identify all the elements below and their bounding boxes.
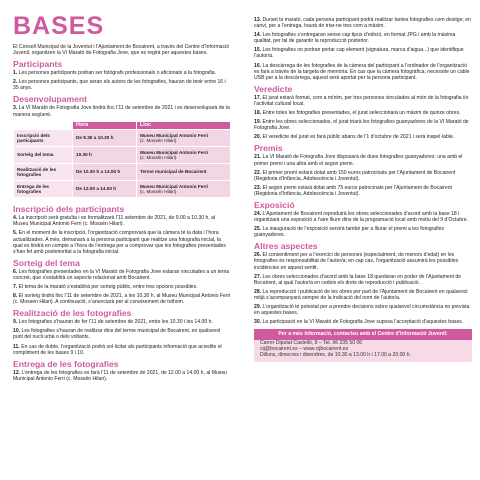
base-text: La VI Marató de Fotografia Jove tindrà lloc l’11 de setembre de 2021 i es desenvoluparà de la manera següent.	[13, 105, 230, 118]
base-text: Durant la marató, cada persona participant podrà realitzar tantes fotografies com desitge; en canvi, per a l’entrega, haurà de triar-ne tres com a màxim.	[254, 17, 471, 30]
base-item	[13, 370, 231, 382]
info-address: Carrer Diputat Castelló, 9 – Tel. 96 235 50 06	[260, 339, 363, 346]
base-number: 23.	[254, 184, 262, 191]
heading-inscripcio: Inscripció dels participants	[13, 204, 125, 215]
base-text: Les persones participants, que seran els autors de les fotografies, hauran de tenir entre 16 i 35 anys.	[13, 79, 226, 92]
base-text: L’entrega de les fotografies es farà l’11 de setembre de 2021, de 12.00 a 14.00 h, al Museu Municipal Antonio Ferri (c. Mossén Hilari).	[13, 369, 228, 382]
base-text: El segon premi estarà dotat amb 75 euros patrocinats per l’Ajuntament de Bocairent (Regidoria d’Infància, Adolescència i Joventut).	[254, 184, 452, 197]
base-number: 28.	[254, 288, 262, 295]
base-number: 20.	[254, 134, 262, 141]
schedule-hora: 10.30 h	[73, 147, 136, 163]
schedule-lloc: Museu Municipal Antonio Ferri (c. Mossén Hilari)	[137, 181, 230, 197]
base-number: 16.	[254, 62, 262, 69]
base-text: Entre les obres seleccionades, el jurat triarà les fotografies guanyadores de la VI Marató de Fotografia Jove.	[254, 119, 469, 132]
heading-entrega: Entrega de les fotografies	[13, 358, 119, 369]
base-text: Les fotografies s’hauran de fer l’11 de setembre de 2021, entre les 10.30 i les 14.00 h.	[18, 319, 213, 326]
table-row	[14, 147, 230, 163]
base-number: 1.	[13, 70, 18, 77]
base-item	[13, 319, 231, 325]
base-number: 22.	[254, 169, 262, 176]
info-box-heading: Per a més informació, contacteu amb el Centre d’Informació Juvenil:	[254, 329, 472, 340]
base-item	[254, 211, 472, 223]
schedule-hora: De 9.30 a 10.30 h	[73, 130, 136, 146]
base-number: 8.	[13, 293, 18, 300]
schedule-lloc: Museu Municipal Antonio Ferri (c. Mossén Hilari)	[137, 147, 230, 163]
intro-paragraph: El Consell Municipal de la Joventut i l’Ajuntament de Bocairent, a través del Centre d’Informació Juvenil, organitzen la VI Marató de Fotografia Jove, que es regirà per aquestes bases.	[13, 44, 230, 57]
base-text: El veredicte del jurat es farà públic abans de l’1 d’octubre de 2021 i serà inapel·lable.	[262, 134, 455, 141]
base-number: 27.	[254, 273, 262, 280]
base-number: 18.	[254, 110, 262, 117]
base-number: 13.	[254, 17, 262, 23]
info-box	[254, 329, 472, 362]
base-text: Les fotografies s’hauran de realitzar dins del terme municipal de Bocairent, en qualsevol punt del nucli urbà o dels voltants.	[13, 328, 221, 341]
base-number: 10.	[13, 328, 21, 335]
base-text: El consentiment per a l’exercici de persones (especialment, de menors d’edat) en les fotografies és responsabilitat de l’autor/a; en cap cas, l’organització assumirà les possibles incidències en aquest sentit.	[254, 252, 459, 271]
base-item	[13, 230, 231, 254]
base-number: 24.	[254, 210, 262, 217]
base-number: 17.	[254, 94, 262, 101]
base-text: El tema de la marató s’establirà per sorteig públic, entre tres opcions possibles.	[18, 284, 198, 290]
base-item	[13, 269, 231, 281]
base-number: 30.	[254, 319, 262, 326]
heading-realitzacio: Realització de les fotografies	[13, 308, 132, 319]
schedule-row-label: Sorteig del tema	[14, 147, 72, 163]
base-text: El jurat estarà format, com a mínim, per tres persones vinculades al món de la fotografia i/o l’activitat cultural local.	[254, 94, 469, 107]
left-column	[13, 0, 231, 385]
base-text: Les persones participants podran ser fotògrafs professionals o aficionats a la fotografia.	[18, 70, 217, 77]
schedule-col-hora: Hora	[73, 122, 136, 130]
base-item	[254, 32, 472, 44]
base-number: 14.	[254, 32, 262, 39]
table-row	[14, 164, 230, 180]
base-number: 19.	[254, 119, 262, 126]
base-number: 15.	[254, 47, 262, 54]
base-text: Les fotografies presentades en la VI Marató de Fotografia Jove estaran vinculades a un tema concret, que s’establirà un aspecte relacionat amb Bocairent.	[13, 268, 230, 281]
schedule-lloc: Terme municipal de Bocairent	[137, 164, 230, 180]
heading-participants: Participants	[13, 59, 63, 70]
base-item	[254, 17, 472, 29]
base-item	[13, 215, 231, 227]
base-item	[13, 105, 231, 117]
base-item	[13, 328, 231, 340]
base-number: 12.	[13, 369, 21, 376]
base-text: En el moment de la inscripció, l’organització comprovarà que la càmera té la data i l’hora actualitzades. A més, demanarà a la persona participant que realitze una fotografia inicial, la qual es tindrà en compte a l’hora de l’entrega per a comprovar que les fotografies presentades s’han fet amb posterioritat a la fotografia inicial.	[13, 230, 226, 255]
base-number: 7.	[13, 284, 18, 290]
base-item	[13, 293, 231, 305]
right-column	[254, 17, 472, 362]
heading-exposicio: Exposició	[254, 199, 295, 210]
heading-altres: Altres aspectes	[254, 241, 318, 252]
base-number: 9.	[13, 319, 18, 326]
table-row	[14, 181, 230, 197]
base-number: 5.	[13, 230, 18, 237]
base-text: Les fotografies s’entregaran sense cap tipus d’edició, en format JPG i amb la màxima qualitat, per tal de garantir la reproducció posterior.	[254, 32, 456, 45]
base-item	[254, 154, 472, 166]
base-item	[254, 110, 472, 116]
schedule-header-row	[14, 122, 230, 130]
base-text: La inscripció serà gratuïta i es formalitzarà l’11 setembre de 2021, de 9.00 a 10.30 h, al Museu Municipal Antonio Ferri (c. Mossén Hilari).	[13, 215, 216, 228]
base-item	[254, 185, 472, 197]
base-text: La VI Marató de Fotografia Jove disposarà de dues fotografies guanyadores: una amb el primer premi i una altra amb el segon premi.	[254, 154, 463, 167]
base-number: 25.	[254, 226, 262, 233]
schedule-row-label: Inscripció dels participants	[14, 130, 72, 146]
base-text: Entre totes les fotografies presentades, el jurat seleccionarà un màxim de quinze obres.	[262, 110, 461, 117]
base-item	[13, 70, 231, 76]
base-item	[13, 284, 231, 290]
base-text: Les obres seleccionades d’acord amb la base 18 quedaran en poder de l’Ajuntament de Bocairent, al qual l’autor/a en cedeix els drets de reproducció i publicació.	[254, 273, 462, 286]
base-text: La reproducció i publicació de les obres per part de l’Ajuntament de Bocairent en qualsevol mitjà s’acompanyarà sempre de la indicació del nom de l’autor/a.	[254, 288, 468, 301]
schedule-row-label: Entrega de les fotografies	[14, 181, 72, 197]
schedule-row-label: Realització de les fotografies	[14, 164, 72, 180]
base-text: En cas de dubte, l’organització podrà sol·licitar als participants informació que acredite el compliment de les bases 9 i 10.	[13, 343, 222, 356]
base-text: L’Ajuntament de Bocairent reproduirà les obres seleccionades d’acord amb la base 18 i organitzarà una exposició a l’aire lliure dins de la programació local amb motiu del 9 d’Octubre.	[254, 210, 469, 224]
base-number: 6.	[13, 268, 18, 275]
base-item	[254, 226, 472, 238]
base-item	[254, 63, 472, 81]
schedule-table	[13, 121, 231, 199]
info-opening-hours: Dilluns, dimecres i divendres, de 10.30 a 13.00 h i 17.00 a 20.00 h.	[260, 351, 411, 358]
schedule-hora: De 12.00 a 14.00 h	[73, 181, 136, 197]
base-number: 4.	[13, 215, 18, 222]
base-number: 26.	[254, 252, 262, 259]
base-number: 2.	[13, 79, 18, 86]
base-item	[254, 47, 472, 59]
base-text: La descàrrega de les fotografies de la càmera del participant a l’ordinador de l’organització es farà a través de la targeta de memòria. En cas que la càmera fotogràfica, necessite un cable USB per a la descàrrega, aquest serà aportat per la persona participant.	[254, 62, 470, 81]
base-number: 3.	[13, 105, 18, 112]
info-contact-links[interactable]: cij@bocairent.es – www.cijbocairent.es	[260, 345, 349, 352]
page-title: BASES	[13, 12, 105, 40]
heading-desenvolupament: Desenvolupament	[13, 94, 88, 105]
base-text: El sorteig tindrà lloc l’11 de setembre de 2021, a les 10.30 h, al Museu Municipal Antonio Ferri (c. Mossén Hilari). A continuació, s’anunciarà per al coneixement de tothom.	[13, 293, 231, 306]
heading-veredicte: Veredicte	[254, 83, 293, 94]
schedule-corner	[14, 122, 72, 130]
base-item	[254, 252, 472, 270]
base-item	[13, 344, 231, 356]
schedule-lloc: Museu Municipal Antonio Ferri (c. Mossén Hilari)	[137, 130, 230, 146]
base-number: 11.	[13, 343, 20, 350]
schedule-col-lloc: Lloc	[137, 122, 230, 130]
heading-premis: Premis	[254, 143, 283, 154]
base-number: 21.	[254, 154, 262, 161]
heading-sorteig: Sorteig del tema	[13, 257, 80, 268]
base-text: La inauguració de l’exposició servirà també per a lliurar el premi a les fotografies guanyadores.	[254, 226, 445, 239]
base-text: El primer premi estarà dotat amb 150 euros patrocinats per l’Ajuntament de Bocairent (Regidoria d’Infància, Adolescència i Joventut).	[254, 169, 456, 182]
base-text: Les fotografies no podran portar cap element (signatura, marca d’aigua...) que identifique l’autor/a.	[254, 47, 464, 60]
base-item	[254, 119, 472, 131]
base-item	[254, 170, 472, 182]
schedule-hora: De 10.30 h a 14.00 h	[73, 164, 136, 180]
base-text: La participació en la VI Marató de Fotografia Jove suposa l’acceptació d’aquestes bases.	[262, 319, 464, 326]
base-item	[254, 304, 472, 316]
base-item	[254, 319, 472, 325]
base-item	[254, 274, 472, 286]
base-number: 29.	[254, 304, 262, 310]
table-row	[14, 130, 230, 146]
base-text: L’organització té potestat per a prendre decisions sobre qualsevol circumstància no prevista en aquestes bases.	[254, 304, 470, 317]
base-item	[254, 134, 472, 140]
base-item	[254, 289, 472, 301]
base-item	[254, 95, 472, 107]
base-item	[13, 79, 231, 91]
